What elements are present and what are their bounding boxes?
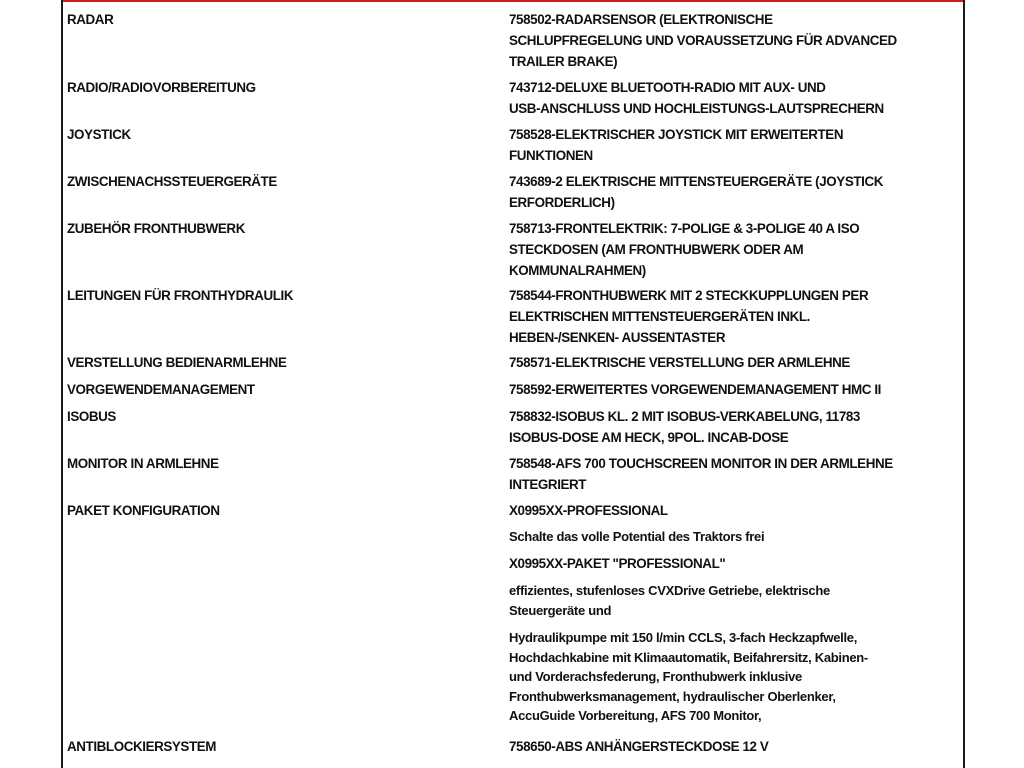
spec-value [509, 500, 959, 521]
spec-value-line: 758592-ERWEITERTES VORGEWENDEMANAGEMENT HMC II [509, 382, 881, 397]
spec-value-line: KOMMUNALRAHMEN) [509, 263, 646, 278]
spec-value-line: ERFORDERLICH) [509, 195, 615, 210]
spec-value-line: 758544-FRONTHUBWERK MIT 2 STECKKUPPLUNGEN PER [509, 288, 869, 303]
spec-value-line: ELEKTRISCHEN MITTENSTEUERGERÄTEN INKL. [509, 309, 810, 324]
spec-value-line: INTEGRIERT [509, 477, 587, 492]
spec-value [509, 628, 959, 726]
spec-value-line: ISOBUS-DOSE AM HECK, 9POL. INCAB-DOSE [509, 430, 789, 445]
spec-value-line: X0995XX-PAKET "PROFESSIONAL" [509, 556, 726, 571]
spec-value-line: Hochdachkabine mit Klimaautomatik, Beifahrersitz, Kabinen- [509, 649, 868, 665]
spec-value-line: 758832-ISOBUS KL. 2 MIT ISOBUS-VERKABELUNG, 11783 [509, 409, 860, 424]
spec-value [509, 218, 959, 281]
spec-value [509, 77, 959, 119]
spec-value [509, 406, 959, 448]
spec-label: LEITUNGEN FÜR FRONTHYDRAULIK [67, 288, 294, 303]
spec-label: VORGEWENDEMANAGEMENT [67, 382, 255, 397]
spec-value-line: 758548-AFS 700 TOUCHSCREEN MONITOR IN DER ARMLEHNE [509, 456, 893, 471]
table-left-border [61, 0, 63, 768]
spec-value-line: Fronthubwerksmanagement, hydraulischer Oberlenker, [509, 688, 836, 704]
spec-label: ZWISCHENACHSSTEUERGERÄTE [67, 174, 277, 189]
spec-value-line: SCHLUPFREGELUNG UND VORAUSSETZUNG FÜR ADVANCED [509, 33, 897, 48]
spec-value-line: FUNKTIONEN [509, 148, 593, 163]
spec-value [509, 124, 959, 166]
spec-label: RADAR [67, 12, 114, 27]
spec-value [509, 553, 959, 574]
spec-label: JOYSTICK [67, 127, 131, 142]
spec-label: MONITOR IN ARMLEHNE [67, 456, 219, 471]
spec-value-line: Hydraulikpumpe mit 150 l/min CCLS, 3-fach Heckzapfwelle, [509, 630, 858, 645]
spec-value-line: X0995XX-PROFESSIONAL [509, 503, 668, 518]
spec-value-line: USB-ANSCHLUSS UND HOCHLEISTUNGS-LAUTSPRECHERN [509, 101, 884, 116]
spec-label: ZUBEHÖR FRONTHUBWERK [67, 221, 245, 236]
spec-label: PAKET KONFIGURATION [67, 503, 220, 518]
spec-value [509, 352, 959, 373]
spec-value-line: Schalte das volle Potential des Traktors frei [509, 529, 765, 544]
spec-value [509, 379, 959, 400]
spec-value-line: effizientes, stufenloses CVXDrive Getriebe, elektrische [509, 583, 830, 598]
spec-value-line: und Vorderachsfederung, Fronthubwerk inklusive [509, 669, 802, 685]
spec-value-line: 743712-DELUXE BLUETOOTH-RADIO MIT AUX- UND [509, 80, 826, 95]
spec-value-line: 758650-ABS ANHÄNGERSTECKDOSE 12 V [509, 739, 769, 754]
spec-value-line: TRAILER BRAKE) [509, 54, 618, 69]
spec-value [509, 9, 959, 72]
spec-value-line: 743689-2 ELEKTRISCHE MITTENSTEUERGERÄTE (JOYSTICK [509, 174, 884, 189]
spec-value-line: 758528-ELEKTRISCHER JOYSTICK MIT ERWEITERTEN [509, 127, 844, 142]
spec-value [509, 527, 959, 547]
spec-value [509, 736, 959, 757]
spec-label: VERSTELLUNG BEDIENARMLEHNE [67, 355, 287, 370]
spec-label: RADIO/RADIOVORBEREITUNG [67, 80, 256, 95]
spec-label: ISOBUS [67, 409, 116, 424]
table-right-border [963, 0, 965, 768]
spec-value [509, 285, 959, 348]
spec-value-line: HEBEN-/SENKEN- AUSSENTASTER [509, 330, 726, 345]
spec-value-line: 758713-FRONTELEKTRIK: 7-POLIGE & 3-POLIGE 40 A ISO [509, 221, 860, 236]
spec-value-line: 758571-ELEKTRISCHE VERSTELLUNG DER ARMLEHNE [509, 355, 850, 370]
spec-value [509, 171, 959, 213]
spec-label: ANTIBLOCKIERSYSTEM [67, 739, 217, 754]
spec-value-line: AccuGuide Vorbereitung, AFS 700 Monitor, [509, 708, 762, 724]
spec-value-line: 758502-RADARSENSOR (ELEKTRONISCHE [509, 12, 773, 27]
spec-value [509, 581, 959, 620]
spec-value-line: STECKDOSEN (AM FRONTHUBWERK ODER AM [509, 242, 804, 257]
spec-value [509, 453, 959, 495]
spec-value-line: Steuergeräte und [509, 602, 612, 618]
